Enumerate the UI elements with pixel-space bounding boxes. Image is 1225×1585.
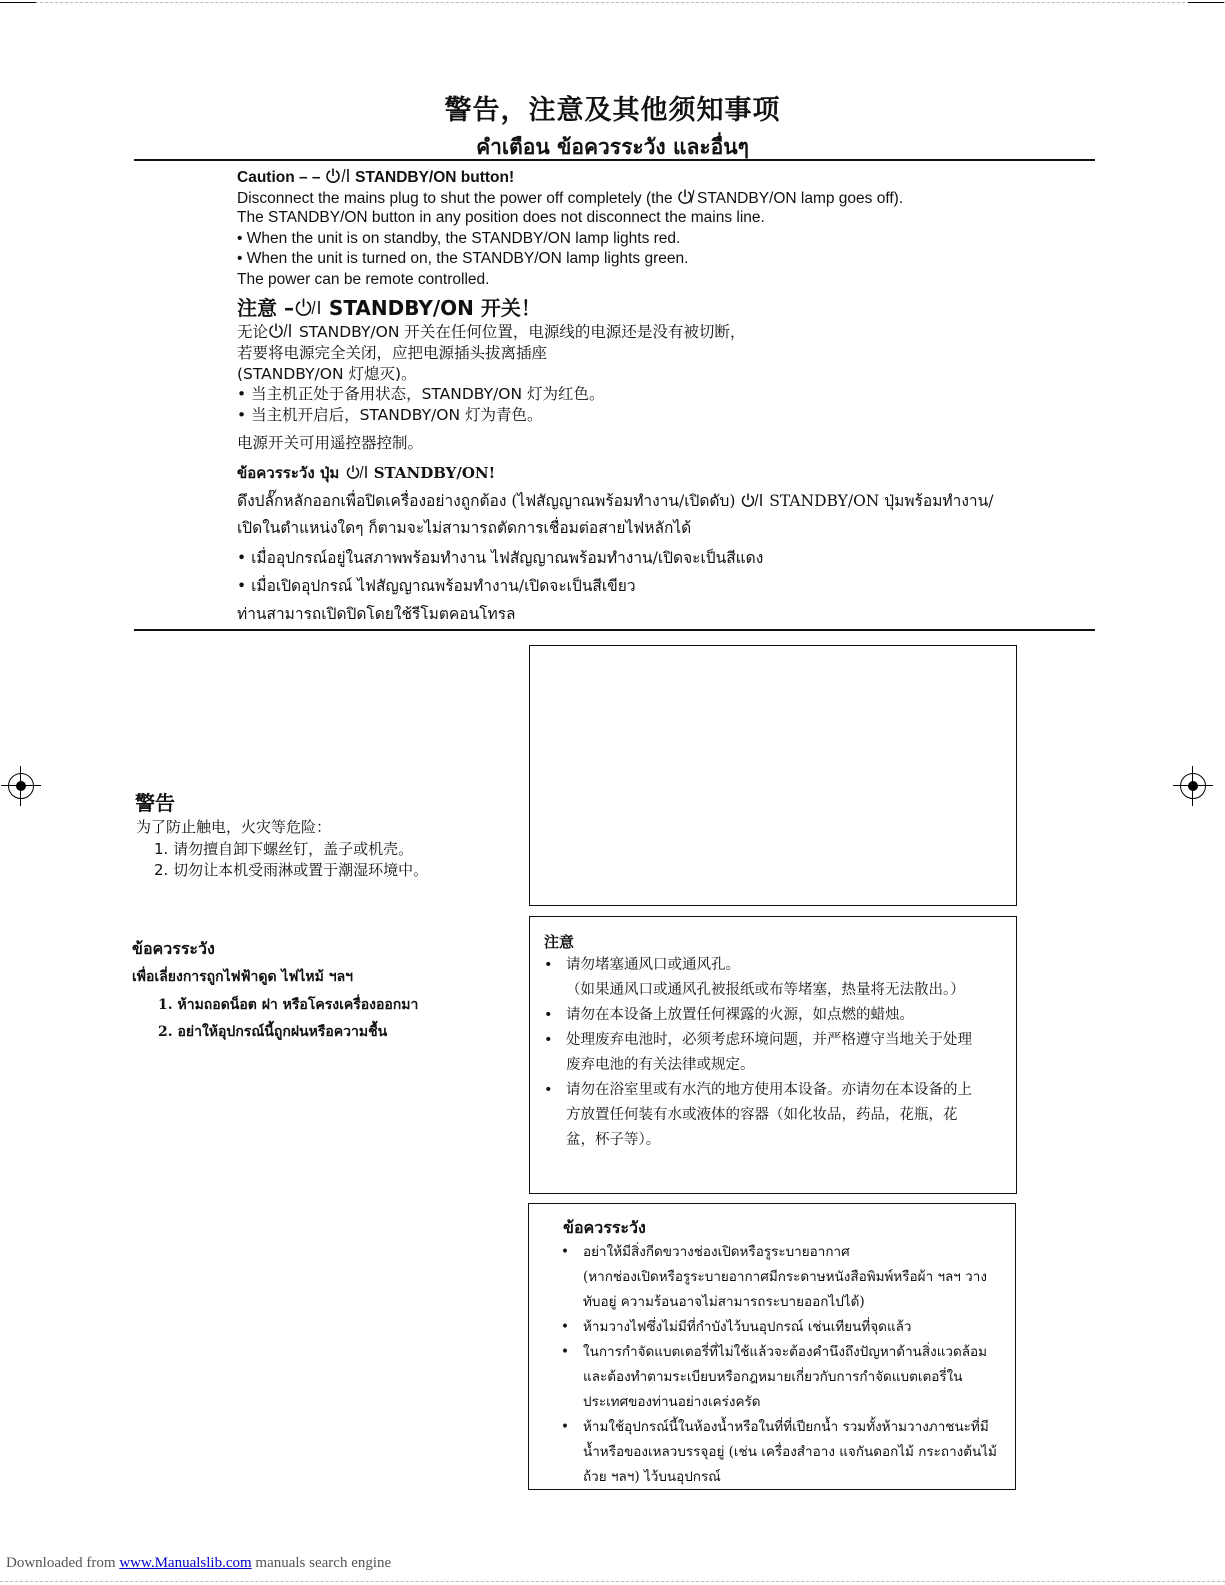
- top-rule: [134, 159, 1095, 161]
- standby-power-icon: [294, 297, 322, 321]
- middle-rule: [134, 629, 1095, 631]
- caution-cn-bullet1: • 当主机正处于备用状态，STANDBY/ON 灯为红色。: [237, 385, 605, 403]
- list-item: • ในการกำจัดแบตเตอรี่ที่ไม่ใช้แล้วจะต้องคำนึงถึงปัญหาด้านสิ่งแวดล้อม และต้องทำตามระเบียบหรือกฎหมายเกี่ยวกับการกำจัดแบตเตอรี่ในประเทศของท่านอย่างเคร่งครัด: [561, 1340, 997, 1415]
- standby-power-icon: [740, 493, 764, 511]
- warning-cn-item2: 2. 切勿让本机受雨淋或置于潮湿环境中。: [154, 861, 429, 879]
- list-item: • 处理废弃电池时，必须考虑环境问题，并严格遵守当地关于处理废弃电池的有关法律或规定。: [544, 1028, 984, 1078]
- caution-cn-heading: 注意 – STANDBY/ON 开关！: [237, 296, 541, 320]
- caution-th-line2: เปิดในตำแหน่งใดๆ ก็ตามจะไม่สามารถตัดการเชื่อมต่อสายไฟหลักได้: [237, 519, 692, 537]
- list-item: • 请勿在本设备上放置任何裸露的火源，如点燃的蜡烛。: [544, 1003, 984, 1028]
- download-footer: Downloaded from www.Manualslib.com manuals search engine: [6, 1555, 392, 1571]
- caution-cn-line4: 电源开关可用遥控器控制。: [237, 434, 424, 452]
- manualslib-link[interactable]: www.Manualslib.com: [119, 1555, 252, 1571]
- page-title-th: คำเตือน ข้อควรระวัง และอื่นๆ: [476, 134, 749, 159]
- caution-cn-bullet2: • 当主机开启后，STANDBY/ON 灯为青色。: [237, 406, 543, 424]
- caution-th-heading: ข้อควรระวัง ปุ่ม STANDBY/ON!: [237, 464, 496, 482]
- caution-cn-line3: (STANDBY/ON 灯熄灭)。: [237, 365, 417, 383]
- registration-mark-center-icon: [16, 781, 26, 791]
- registration-mark-icon: [1180, 773, 1206, 799]
- notice-th-heading: ข้อควรระวัง: [563, 1218, 646, 1237]
- warning-th-item2: 2. อย่าให้อุปกรณ์นี้ถูกฝนหรือความชื้น: [158, 1024, 388, 1040]
- caution-th-bullet2: • เมื่อเปิดอุปกรณ์ ไฟสัญญาณพร้อมทำงาน/เปิดจะเป็นสีเขียว: [237, 577, 636, 595]
- list-item: • 请勿在浴室里或有水汽的地方使用本设备。亦请勿在本设备的上方放置任何装有水或液体的容器（如化妆品，药品，花瓶，花盆，杯子等）。: [544, 1078, 984, 1153]
- blank-label-box: [529, 645, 1017, 906]
- warning-th-item1: 1. ห้ามถอดน็อต ฝา หรือโครงเครื่องออกมา: [158, 997, 419, 1013]
- corner-tick-left: [0, 2, 36, 3]
- registration-mark-icon: [8, 773, 34, 799]
- list-item: • ห้ามใช้อุปกรณ์นี้ในห้องน้ำหรือในที่ที่เปียกน้ำ รวมทั้งห้ามวางภาชนะที่มีน้ำหรือของเหลวบรรจุอยู่ (เช่น เครื่องสำอาง แจกันดอกไม้ กระถางต้นไม้ ถ้วย ฯลฯ) ไว้บนอุปกรณ์: [561, 1415, 997, 1490]
- standby-power-icon: [345, 465, 369, 483]
- list-item: • อย่าให้มีสิ่งกีดขวางช่องเปิดหรือรูระบายอากาศ (หากช่องเปิดหรือรูระบายอากาศมีกระดาษหนังสือพิมพ์หรือผ้า ฯลฯ วางทับอยู่ ความร้อนอาจไม่สามารถระบายออกไปได้): [561, 1240, 997, 1315]
- caution-en-line2: The STANDBY/ON button in any position does not disconnect the mains line.: [237, 209, 765, 226]
- standby-power-icon: [325, 168, 351, 188]
- list-item: • 请勿堵塞通风口或通风孔。 （如果通风口或通风孔被报纸或布等堵塞，热量将无法散出。）: [544, 953, 984, 1003]
- caution-cn-line1: 无论 STANDBY/ON 开关在任何位置，电源线的电源还是没有被切断，: [237, 323, 746, 341]
- notice-th-list: [561, 1240, 997, 1490]
- list-item: • ห้ามวางไฟซึ่งไม่มีที่กำบังไว้บนอุปกรณ์ เช่นเทียนที่จุดแล้ว: [561, 1315, 997, 1340]
- caution-en-heading: Caution – – STANDBY/ON button!: [237, 169, 515, 186]
- warning-th-intro: เพื่อเลี่ยงการถูกไฟฟ้าดูด ไฟไหม้ ฯลฯ: [132, 969, 354, 985]
- standby-power-icon: [268, 323, 294, 342]
- notice-cn-box: [529, 916, 1017, 1194]
- warning-th-heading: ข้อควรระวัง: [132, 939, 215, 958]
- registration-mark-center-icon: [1188, 781, 1198, 791]
- notice-cn-list: [544, 953, 984, 1153]
- warning-cn-heading: 警告: [135, 791, 175, 815]
- caution-en-line3: The power can be remote controlled.: [237, 271, 490, 288]
- standby-power-icon: [677, 189, 697, 209]
- notice-th-box: [528, 1203, 1016, 1490]
- caution-en-line1: Disconnect the mains plug to shut the power off completely (the STANDBY/ON lamp goes off).: [237, 190, 904, 207]
- warning-cn-intro: 为了防止触电，火灾等危险：: [136, 818, 332, 836]
- caution-th-line3: ท่านสามารถเปิดปิดโดยใช้รีโมตคอนโทรล: [237, 605, 516, 623]
- page-title-cn: 警告，注意及其他须知事项: [444, 95, 781, 126]
- warning-cn-item1: 1. 请勿擅自卸下螺丝钉，盖子或机壳。: [154, 840, 414, 858]
- caution-th-bullet1: • เมื่ออุปกรณ์อยู่ในสภาพพร้อมทำงาน ไฟสัญญาณพร้อมทำงาน/เปิดจะเป็นสีแดง: [237, 549, 764, 567]
- caution-en-bullet1: • When the unit is on standby, the STANDBY/ON lamp lights red.: [237, 230, 681, 247]
- caution-cn-line2: 若要将电源完全关闭，应把电源插头拔离插座: [237, 344, 548, 362]
- bottom-trim-line: [0, 1581, 1225, 1582]
- top-trim-line: [0, 2, 1225, 3]
- corner-tick-right: [1188, 2, 1224, 3]
- caution-en-bullet2: • When the unit is turned on, the STANDBY/ON lamp lights green.: [237, 250, 689, 267]
- caution-th-line1: ดึงปลั๊กหลักออกเพื่อปิดเครื่องอย่างถูกต้อง (ไฟสัญญาณพร้อมทำงาน/เปิดดับ) STANDBY/ON ปุ่มพร้อมทำงาน/: [237, 492, 994, 510]
- notice-cn-heading: 注意: [544, 933, 575, 951]
